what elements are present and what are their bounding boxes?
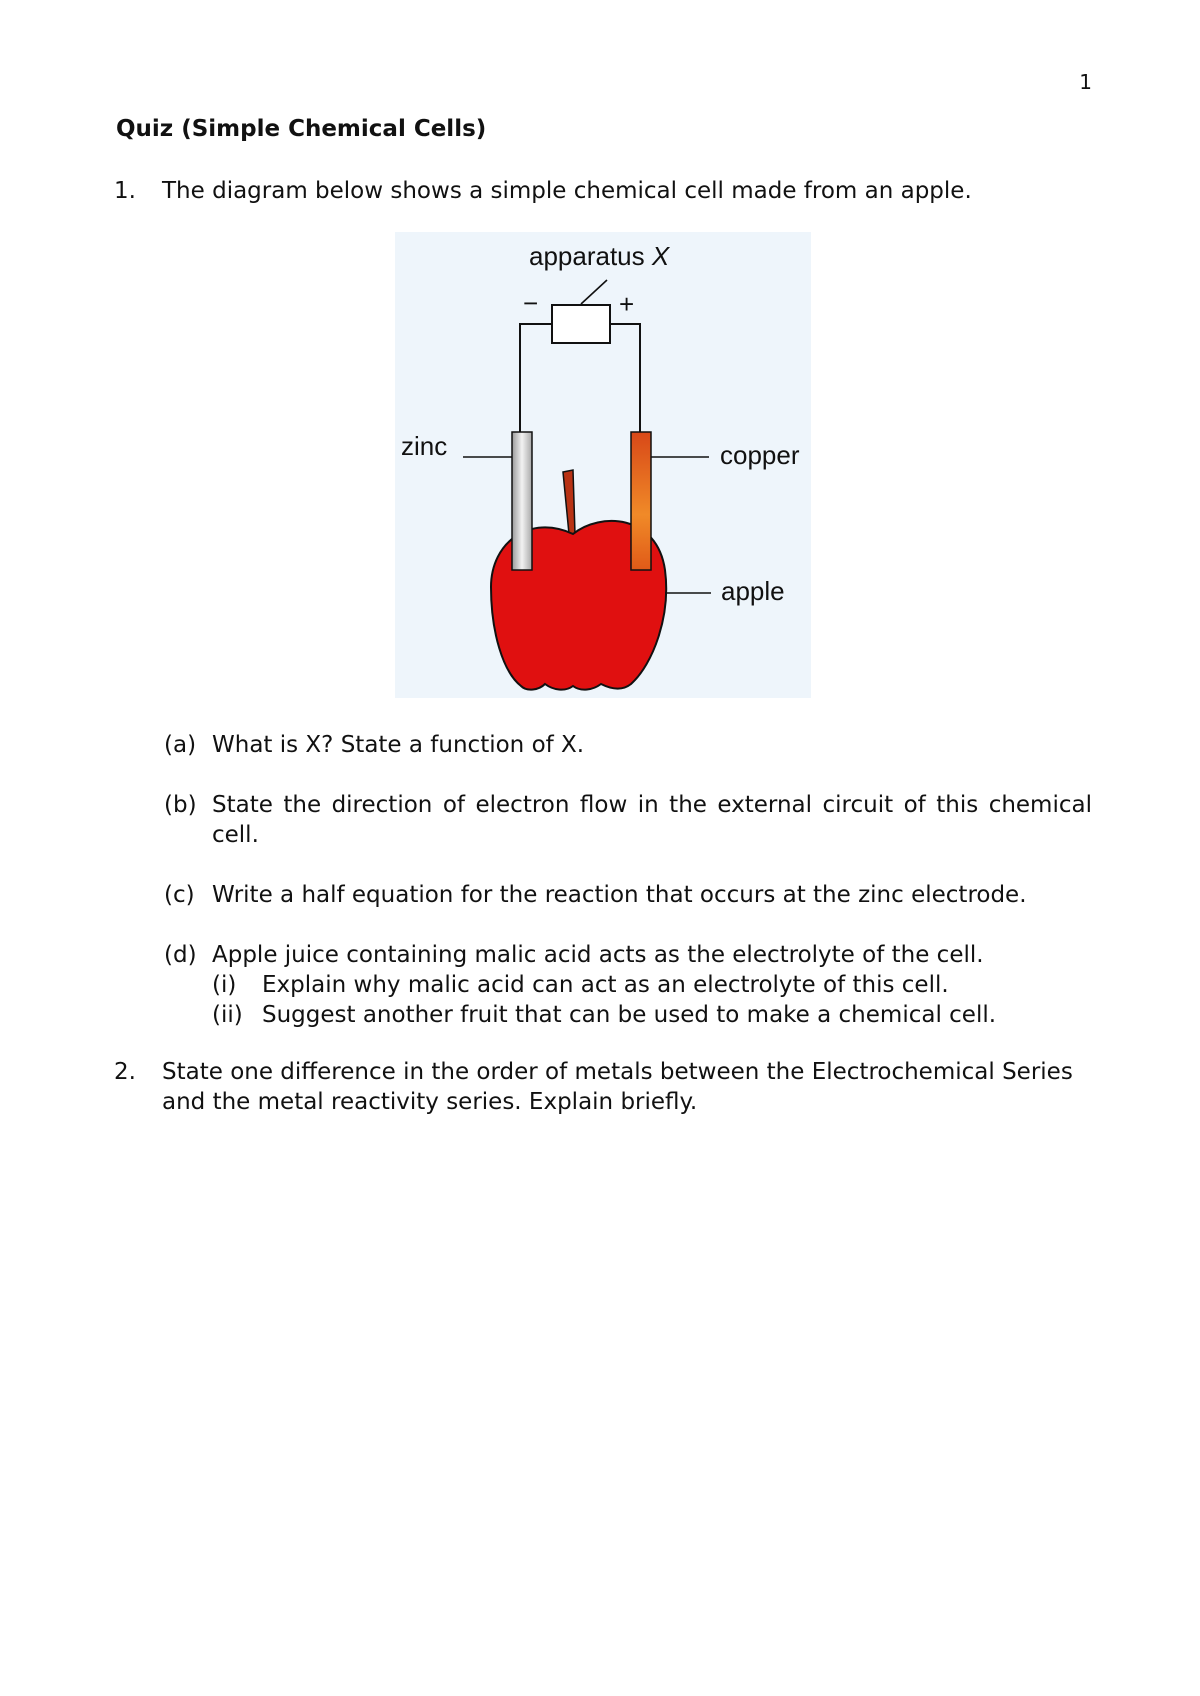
part-b-text: State the direction of electron flow in the external circuit of this chemical cell.	[212, 792, 1092, 848]
part-d-ii-text: Suggest another fruit that can be used to make a chemical cell.	[262, 1002, 997, 1028]
part-b-label: (b)	[164, 792, 197, 818]
part-d-text: Apple juice containing malic acid acts as the electrolyte of the cell.	[212, 942, 984, 968]
question-1-number: 1.	[114, 178, 136, 204]
part-d-ii-label: (ii)	[212, 1002, 243, 1028]
question-2-text: State one difference in the order of metals between the Electrochemical Series and the metal reactivity series. Explain briefly.	[162, 1059, 1073, 1115]
part-d-i-label: (i)	[212, 972, 237, 998]
zinc-label: zinc	[401, 431, 448, 461]
part-d-label: (d)	[164, 942, 197, 968]
plus-sign: +	[619, 289, 635, 319]
copper-electrode	[631, 432, 651, 570]
zinc-electrode	[512, 432, 532, 570]
apple-label: apple	[721, 576, 785, 606]
question-1-text: The diagram below shows a simple chemical cell made from an apple.	[162, 178, 972, 204]
part-a-text: What is X? State a function of X.	[212, 732, 585, 758]
page-number: 1	[1079, 70, 1092, 94]
question-2-number: 2.	[114, 1059, 136, 1085]
copper-label: copper	[720, 440, 800, 470]
part-d-i-text: Explain why malic acid can act as an electrolyte of this cell.	[262, 972, 949, 998]
apparatus-x-box	[552, 305, 610, 343]
apparatus-label: apparatus X	[529, 241, 670, 271]
apple-cell-diagram	[395, 232, 811, 698]
minus-sign: −	[523, 288, 539, 318]
part-c-text: Write a half equation for the reaction that occurs at the zinc electrode.	[212, 882, 1027, 908]
quiz-title: Quiz (Simple Chemical Cells)	[116, 116, 487, 142]
part-a-label: (a)	[164, 732, 197, 758]
part-c-label: (c)	[164, 882, 195, 908]
